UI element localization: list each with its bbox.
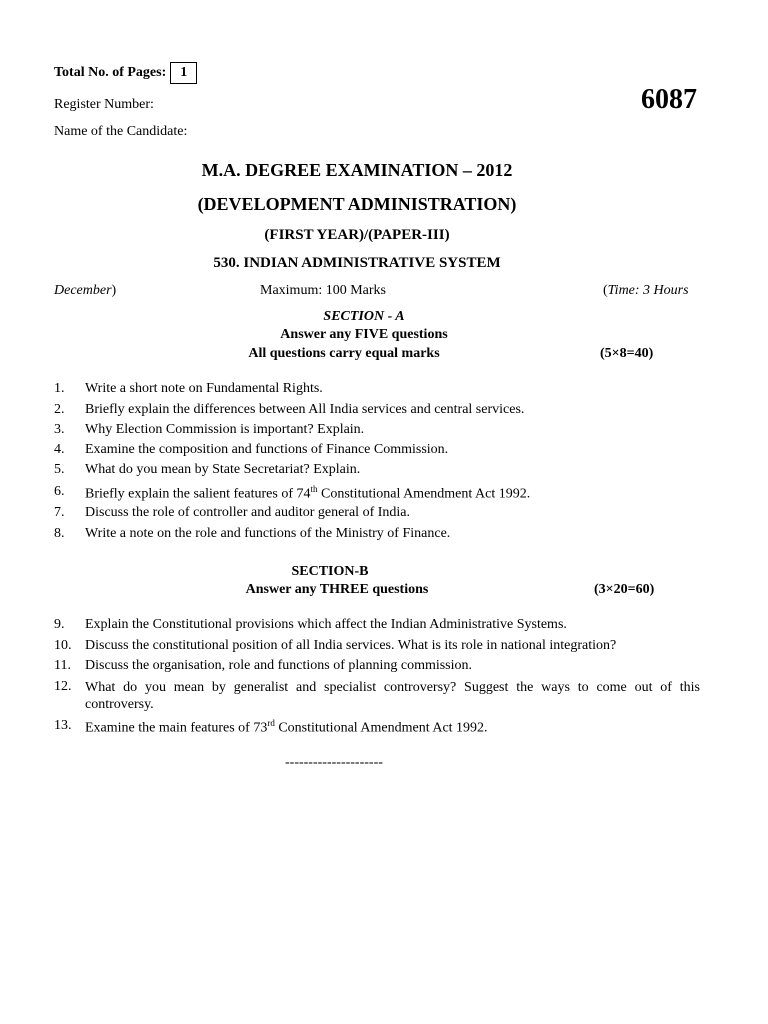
question-number: 5. — [54, 462, 65, 477]
question-text: Briefly explain the differences between All India services and central services. — [85, 402, 525, 417]
question-superscript: rd — [267, 718, 275, 728]
question-number: 1. — [54, 381, 65, 396]
section-b-title: SECTION-B — [291, 564, 369, 579]
question-number: 2. — [54, 402, 65, 417]
question-text: Why Election Commission is important? Explain. — [85, 422, 365, 437]
question-text — [85, 484, 530, 503]
question-number: 4. — [54, 442, 65, 457]
question-text-start: Examine the main features of 73 — [85, 720, 268, 736]
section-a-instruction: Answer any FIVE questions — [280, 327, 448, 342]
end-of-paper-line: --------------------- — [285, 755, 383, 770]
section-a-marks: (5×8=40) — [600, 346, 654, 361]
exam-time-paren: ( — [603, 283, 608, 298]
exam-month-paren: ) — [111, 283, 117, 298]
max-marks: Maximum: 100 Marks — [260, 283, 386, 298]
exam-time — [603, 283, 689, 299]
question-text: Discuss the role of controller and auditor general of India. — [85, 505, 411, 520]
candidate-name-label: Name of the Candidate: — [54, 124, 188, 139]
question-number: 11. — [54, 658, 71, 673]
question-number: 6. — [54, 484, 65, 499]
question-text: Write a short note on Fundamental Rights. — [85, 381, 323, 396]
section-b-instruction: Answer any THREE questions — [245, 582, 429, 597]
question-number: 7. — [54, 505, 65, 520]
question-number: 12. — [54, 679, 72, 694]
question-number: 3. — [54, 422, 65, 437]
question-text: Write a note on the role and functions of the Ministry of Finance. — [85, 526, 451, 541]
exam-course: 530. INDIAN ADMINISTRATIVE SYSTEM — [213, 255, 501, 271]
question-text: Discuss the organisation, role and functions of planning commission. — [85, 658, 473, 673]
section-a-title: SECTION - A — [323, 309, 405, 324]
exam-year-paper: (FIRST YEAR)/(PAPER-III) — [264, 227, 450, 243]
question-number: 8. — [54, 526, 65, 541]
question-text-end: Constitutional Amendment Act 1992. — [317, 486, 531, 502]
question-superscript: th — [310, 484, 318, 494]
exam-subject: (DEVELOPMENT ADMINISTRATION) — [197, 194, 517, 214]
question-number: 13. — [54, 718, 72, 733]
exam-time-text: Time: 3 Hours — [607, 283, 689, 298]
question-text: What do you mean by State Secretariat? Explain. — [85, 462, 361, 477]
question-number: 10. — [54, 638, 72, 653]
question-number: 9. — [54, 617, 65, 632]
exam-month — [54, 283, 116, 299]
total-pages-box: 1 — [170, 62, 197, 84]
question-text: Explain the Constitutional provisions which affect the Indian Administrative Systems. — [85, 617, 567, 632]
exam-title: M.A. DEGREE EXAMINATION – 2012 — [201, 160, 513, 180]
total-pages-label: Total No. of Pages: — [54, 65, 167, 81]
exam-month-text: December — [54, 283, 112, 298]
question-text: Examine the composition and functions of Finance Commission. — [85, 442, 449, 457]
question-text: Discuss the constitutional position of all India services. What is its role in national integration? — [85, 638, 617, 653]
question-text — [85, 718, 488, 737]
section-b-marks: (3×20=60) — [594, 582, 655, 597]
question-text-end: Constitutional Amendment Act 1992. — [274, 720, 488, 736]
paper-code: 6087 — [641, 84, 697, 115]
register-number-label: Register Number: — [54, 97, 154, 112]
question-text-start: Briefly explain the salient features of 74 — [85, 486, 311, 502]
section-a-note: All questions carry equal marks — [248, 346, 440, 361]
question-text: What do you mean by generalist and specialist controversy? Suggest the ways to come out of this controversy. — [85, 680, 700, 712]
total-pages — [54, 62, 197, 84]
